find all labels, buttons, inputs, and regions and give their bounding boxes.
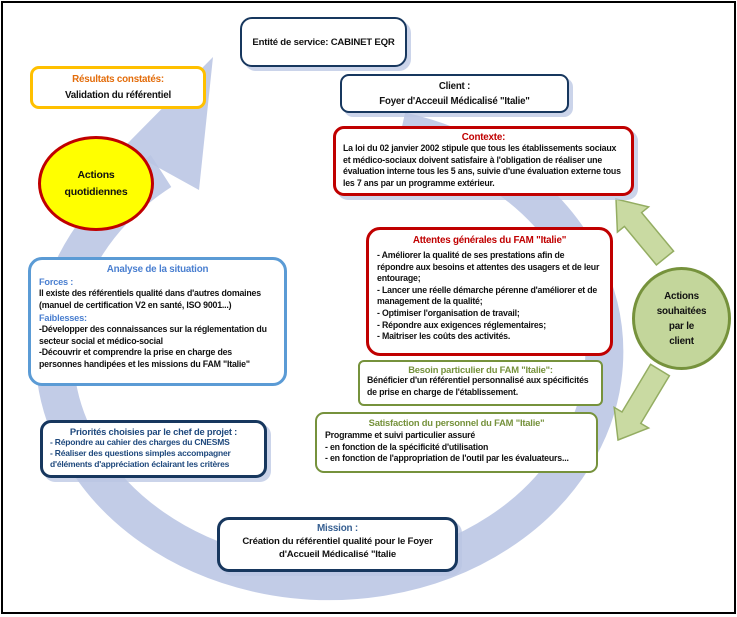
expectation-item: - Optimiser l'organisation de travail; <box>377 308 520 319</box>
expectation-item: - Répondre aux exigences réglementaires; <box>377 319 546 330</box>
results-body: Validation du référentiel <box>64 90 172 101</box>
mission-body: Création du référentiel qualité pour le Foyer d'Accueil Médicalisé "Italie <box>242 536 433 560</box>
weakness-item: -Développer des connaissances sur la réglementation du secteur social et médico-social <box>39 324 267 346</box>
need-box <box>358 360 603 406</box>
service-entity-label: Entité de service: CABINET EQR <box>252 36 395 48</box>
weakness-item: -Découvrir et comprendre la prise en charge des personnes handipées et les missions du FAM "Italie" <box>39 347 250 370</box>
expectation-item: - Améliorer la qualité de ses prestations afin de répondre aux besoins et attentes des usagers et de leur entourage; <box>377 250 600 284</box>
weaknesses-label: Faiblesses: <box>39 313 87 324</box>
strengths-text: Il existe des référentiels qualité dans d'autres domaines (manuel de certification V2 en santé, ISO 9001...) <box>39 288 261 310</box>
client-name: Foyer d'Acceuil Médicalisé "Italie" <box>379 96 530 107</box>
client-actions-circle <box>632 267 731 370</box>
priority-line: - Réaliser des questions simples accompagner d'éléments d'appréciation éclairant les critères <box>50 448 231 470</box>
priorities-title: Priorités choisies par le chef de projet : <box>69 426 238 437</box>
client-title: Client : <box>438 81 471 92</box>
client-actions-line: par le <box>668 320 695 332</box>
client-actions-line: client <box>669 335 694 347</box>
client-box <box>340 74 569 113</box>
strengths-label: Forces : <box>39 277 74 287</box>
expectations-box <box>366 227 613 356</box>
context-title: Contexte: <box>461 132 506 143</box>
satisfaction-line: Programme et suivi particulier assuré <box>325 430 476 440</box>
priorities-box <box>40 420 267 478</box>
mission-title: Mission : <box>317 523 358 534</box>
expectation-item: - Lancer une réelle démarche pérenne d'améliorer et de management de la qualité; <box>377 284 598 307</box>
situation-analysis-box <box>28 257 287 386</box>
context-body: La loi du 02 janvier 2002 stipule que tous les établissements sociaux et médico-sociaux doivent satisfaire à l'obligation de réaliser une évaluation interne tous les 5 ans, suivie d'une évaluation externe tous les 7 ans par un programme extérieur. <box>343 143 621 188</box>
results-box <box>30 66 206 109</box>
daily-actions-line: quotidiennes <box>64 185 128 198</box>
satisfaction-title: Satisfaction du personnel du FAM "Italie" <box>368 417 545 428</box>
service-entity-box <box>240 17 407 67</box>
expectations-title: Attentes générales du FAM "Italie" <box>412 235 567 246</box>
priority-line: - Répondre au cahier des charges du CNESMS <box>50 437 230 447</box>
client-actions-line: souhaitées <box>656 305 707 317</box>
client-actions-line: Actions <box>664 290 699 302</box>
satisfaction-box <box>315 412 598 473</box>
results-title: Résultats constatés: <box>72 74 164 85</box>
satisfaction-line: - en fonction de l'appropriation de l'outil par les évaluateurs... <box>325 453 569 464</box>
daily-actions-line: Actions <box>77 168 115 181</box>
arrow-down-left-icon <box>614 364 669 440</box>
mission-box <box>217 517 458 572</box>
satisfaction-line: - en fonction de la spécificité d'utilisation <box>325 441 489 452</box>
expectation-item: - Maîtriser les coûts des activités. <box>377 331 511 342</box>
context-box <box>333 126 634 196</box>
analysis-title: Analyse de la situation <box>106 264 209 275</box>
daily-actions-ellipse <box>38 136 154 231</box>
arrow-up-left-icon <box>616 199 674 265</box>
need-title: Besoin particulier du FAM "Italie": <box>408 364 553 375</box>
need-body: Bénéficier d'un référentiel personnalisé aux spécificités de prise en charge de l'établissement. <box>367 375 589 397</box>
